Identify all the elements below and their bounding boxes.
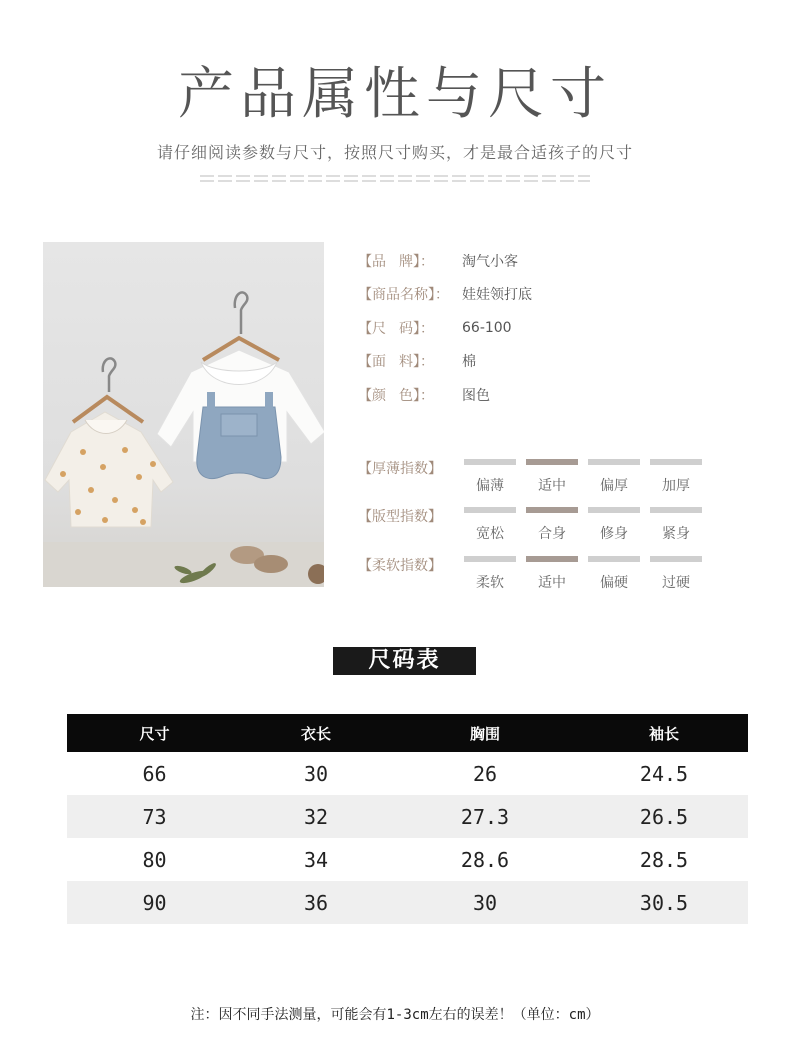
- table-row: [67, 752, 748, 795]
- column-header: 衣长: [300, 724, 331, 743]
- table-cell: 90: [142, 890, 167, 915]
- attr-size-value: 66-100: [462, 319, 512, 336]
- table-cell: 80: [142, 847, 167, 872]
- fit-index-label: 【版型指数】: [358, 509, 442, 525]
- table-header: [67, 714, 748, 752]
- index-bar-selected: [526, 459, 578, 465]
- index-option: 适中: [526, 556, 578, 592]
- table-cell: 27.3: [460, 804, 510, 829]
- index-option: 偏硬: [588, 556, 640, 592]
- index-bar: [650, 459, 702, 465]
- table-cell: 26: [472, 761, 498, 786]
- index-option: 加厚: [650, 459, 702, 495]
- attr-brand: 【品 牌】： 淘气小客: [358, 244, 618, 278]
- column-header: 袖长: [648, 724, 679, 743]
- thickness-index-label: 【厚薄指数】: [358, 461, 442, 477]
- attr-fabric: 【面 料】： 棉: [358, 345, 618, 379]
- attr-size: 【尺 码】： 66-100: [358, 319, 512, 337]
- index-bar-selected: [526, 556, 578, 562]
- attr-product-name: 【商品名称】： 娃娃领打底: [358, 278, 618, 312]
- table-cell: 26.5: [639, 804, 689, 829]
- attr-product-name-value: 娃娃领打底: [462, 287, 532, 304]
- table-cell: 66: [142, 761, 167, 786]
- page-subtitle: 请仔细阅读参数与尺寸，按照尺寸购买，才是最合适孩子的尺寸: [156, 143, 633, 162]
- table-cell: 32: [303, 804, 329, 829]
- index-option: 合身: [526, 507, 578, 543]
- index-option: 偏厚: [588, 459, 640, 495]
- attr-brand-value: 淘气小客: [462, 253, 518, 270]
- index-bar: [588, 459, 640, 465]
- table-row: [67, 838, 748, 881]
- table-cell: 30: [472, 890, 498, 915]
- measurement-note: 注：因不同手法测量，可能会有1-3cm左右的误差！（单位：cm）: [190, 1007, 600, 1023]
- index-bar: [650, 507, 702, 513]
- softness-index-label: 【柔软指数】: [358, 558, 442, 574]
- product-photo: [43, 242, 324, 587]
- index-bar: [464, 507, 516, 513]
- index-option: 宽松: [464, 507, 516, 543]
- hanger-right-icon: [235, 292, 248, 334]
- table-cell: 28.6: [460, 847, 510, 872]
- table-cell: 30: [303, 761, 329, 786]
- table-cell: 24.5: [639, 761, 689, 786]
- table-row: [67, 881, 748, 924]
- denim-romper-icon: [157, 350, 324, 479]
- index-option: 偏薄: [464, 459, 516, 495]
- index-bar: [588, 507, 640, 513]
- index-option: 适中: [526, 459, 578, 495]
- index-option: 柔软: [464, 556, 516, 592]
- size-chart-table: [67, 714, 748, 924]
- column-header: 尺寸: [139, 724, 170, 743]
- attr-fabric-value: 棉: [462, 354, 476, 371]
- index-bar: [588, 556, 640, 562]
- index-bar-selected: [526, 507, 578, 513]
- floral-blouse-icon: [45, 412, 173, 527]
- index-option: 修身: [588, 507, 640, 543]
- index-option: 过硬: [650, 556, 702, 592]
- index-option: 紧身: [650, 507, 702, 543]
- table-cell: 73: [142, 804, 167, 829]
- hanger-left-icon: [103, 358, 116, 392]
- attr-color: 【颜 色】： 图色: [358, 378, 618, 412]
- index-bar: [464, 556, 516, 562]
- table-cell: 30.5: [639, 890, 689, 915]
- index-bar: [464, 459, 516, 465]
- thickness-index: [464, 459, 712, 495]
- fit-index: [464, 507, 712, 543]
- decorative-fine-print: [200, 172, 590, 186]
- table-cell: 36: [303, 890, 329, 915]
- table-cell: 34: [303, 847, 329, 872]
- table-row: [67, 795, 748, 838]
- softness-index: [464, 556, 712, 592]
- column-header: 胸围: [469, 724, 500, 743]
- page-title: 产品属性与尺寸: [178, 62, 612, 127]
- size-chart-title: 尺码表: [333, 647, 476, 675]
- table-cell: 28.5: [639, 847, 689, 872]
- product-attributes: [358, 244, 618, 412]
- index-bar: [650, 556, 702, 562]
- attr-color-value: 图色: [462, 387, 490, 404]
